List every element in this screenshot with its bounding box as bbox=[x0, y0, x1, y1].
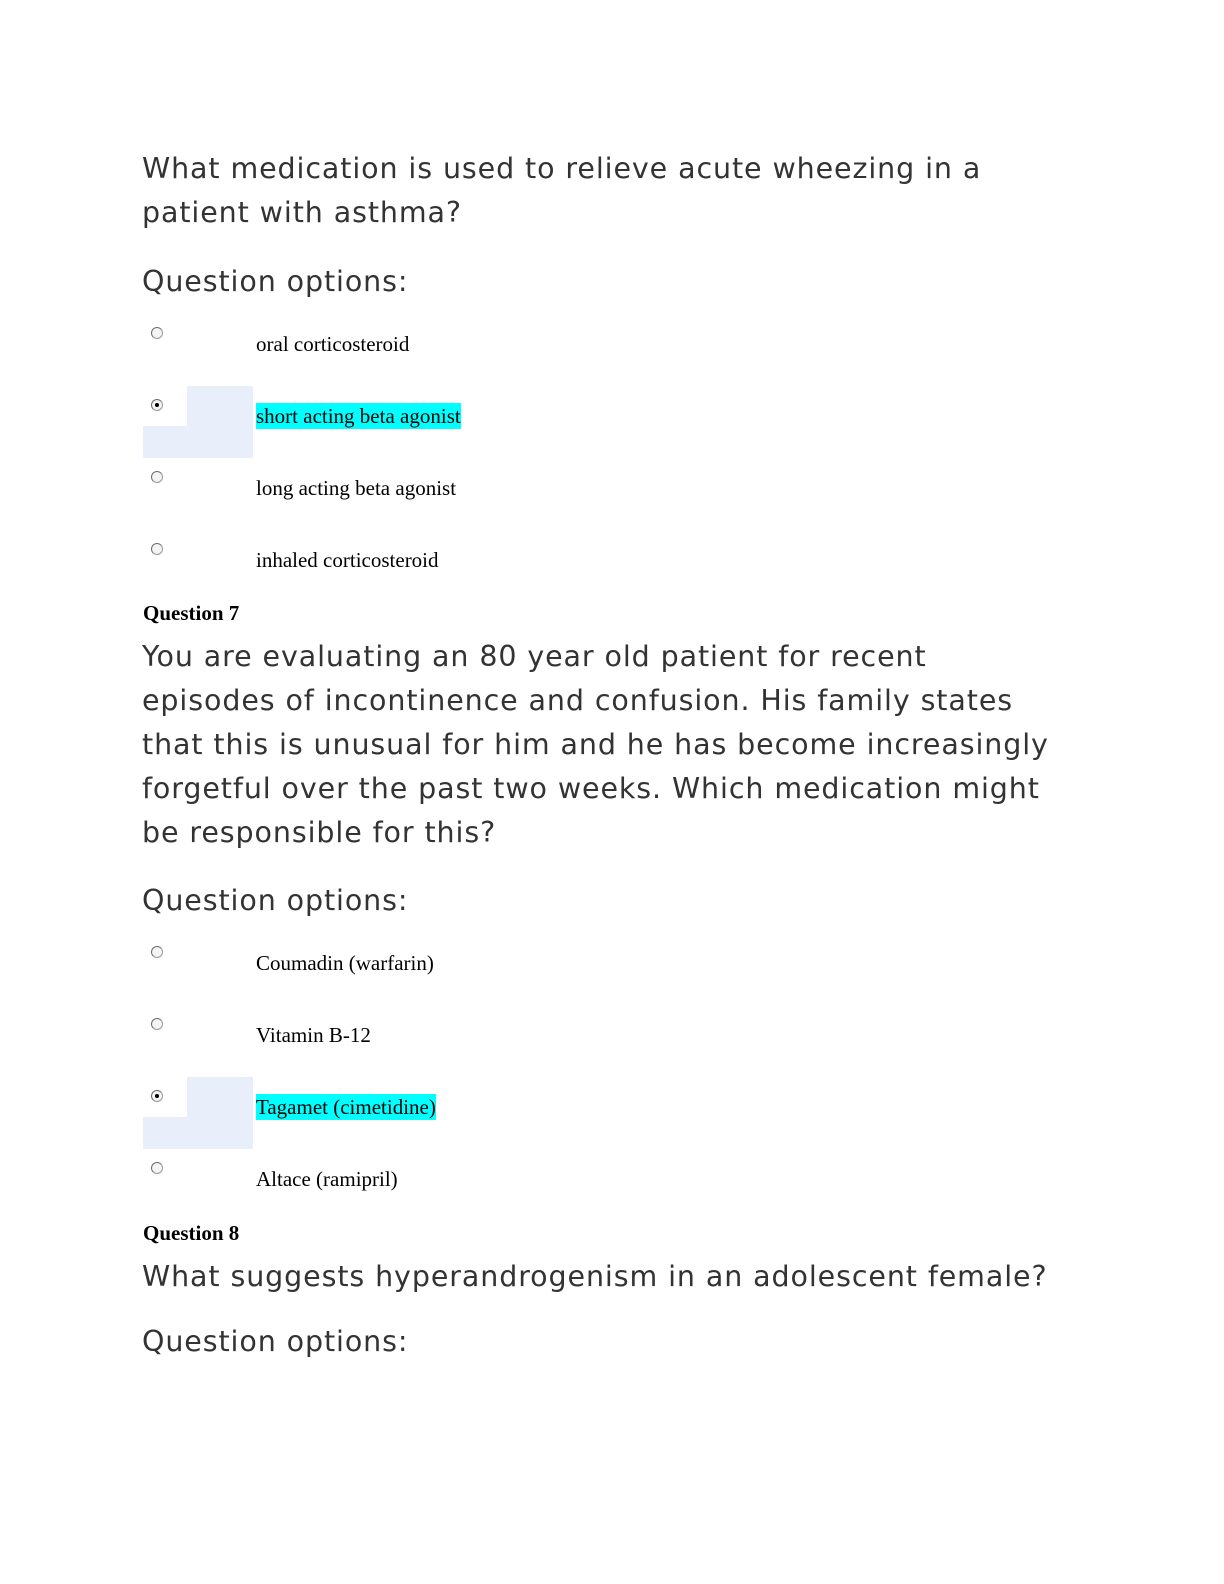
radio-button[interactable] bbox=[151, 327, 163, 339]
option-text: Altace (ramipril) bbox=[256, 1167, 398, 1191]
question-7-heading: Question 7 bbox=[143, 601, 240, 625]
option-text: inhaled corticosteroid bbox=[256, 548, 439, 572]
radio-button[interactable] bbox=[151, 946, 163, 958]
question-8-heading: Question 8 bbox=[143, 1221, 240, 1245]
question-7-option-4[interactable] bbox=[143, 1149, 583, 1221]
question-7-prompt: You are evaluating an 80 year old patient for recent episodes of incontinence and confusion. His family states that this is unusual for him and he has become increasingly forgetful over the past two weeks. Which medication might be responsible for this? bbox=[142, 640, 1049, 849]
question-6-options-label: Question options: bbox=[142, 265, 409, 298]
question-7-option-3[interactable] bbox=[143, 1077, 583, 1149]
radio-button-checked[interactable] bbox=[151, 399, 163, 411]
question-6-option-4[interactable] bbox=[143, 530, 583, 602]
option-text: long acting beta agonist bbox=[256, 476, 457, 500]
option-text: Coumadin (warfarin) bbox=[256, 951, 434, 975]
radio-button[interactable] bbox=[151, 471, 163, 483]
radio-button[interactable] bbox=[151, 1018, 163, 1030]
question-6-prompt: What medication is used to relieve acute wheezing in a patient with asthma? bbox=[142, 152, 982, 229]
radio-button[interactable] bbox=[151, 1162, 163, 1174]
radio-button[interactable] bbox=[151, 543, 163, 555]
question-7-options-label: Question options: bbox=[142, 884, 409, 917]
option-text: Vitamin B-12 bbox=[256, 1023, 371, 1047]
question-6-option-1[interactable] bbox=[143, 314, 583, 386]
question-8-options-label: Question options: bbox=[142, 1325, 409, 1358]
option-text-highlighted: Tagamet (cimetidine) bbox=[256, 1095, 436, 1119]
question-8-prompt: What suggests hyperandrogenism in an adolescent female? bbox=[142, 1260, 1048, 1293]
option-text: oral corticosteroid bbox=[256, 332, 410, 356]
question-7-option-1[interactable] bbox=[143, 933, 583, 1005]
radio-button-checked[interactable] bbox=[151, 1090, 163, 1102]
question-6-option-3[interactable] bbox=[143, 458, 583, 530]
question-6-option-2[interactable] bbox=[143, 386, 583, 458]
question-7-option-2[interactable] bbox=[143, 1005, 583, 1077]
option-text-highlighted: short acting beta agonist bbox=[256, 404, 461, 428]
